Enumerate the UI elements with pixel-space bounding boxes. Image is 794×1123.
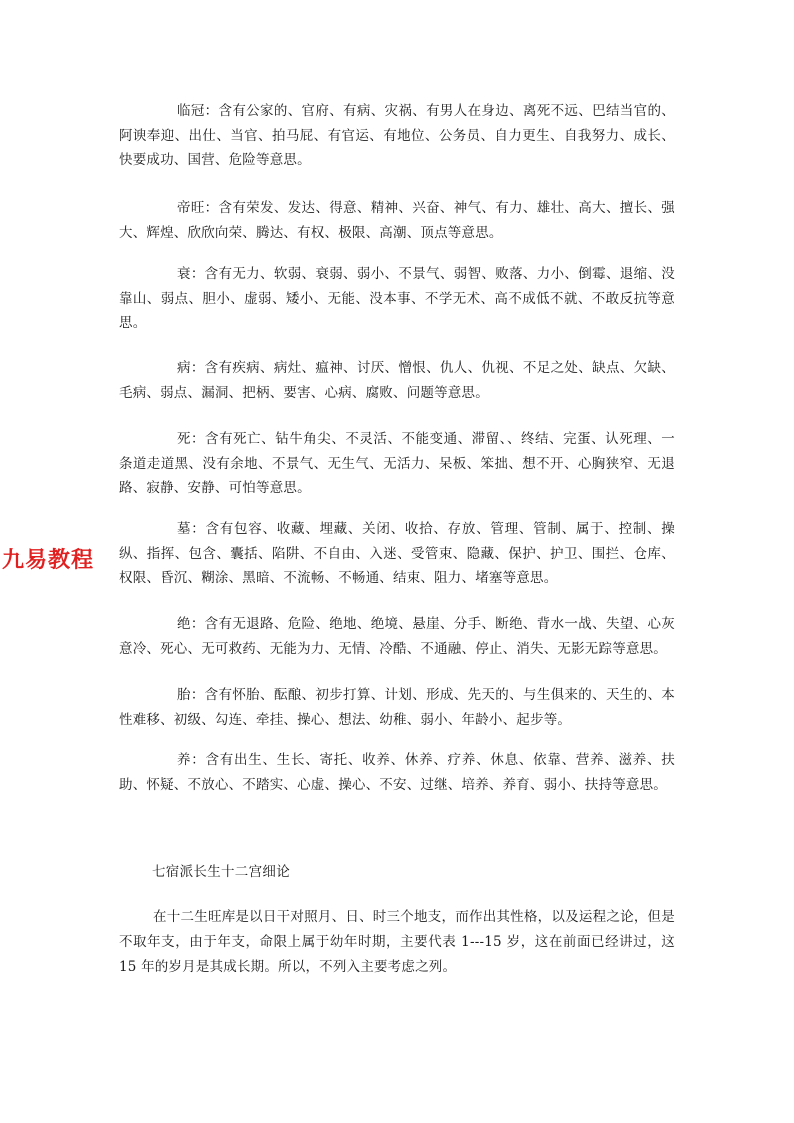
definition-bing: 病：含有疾病、病灶、瘟神、讨厌、憎恨、仇人、仇视、不足之处、缺点、欠缺、毛病、弱点、漏洞、把柄、要害、心病、腐败、问题等意思。: [119, 360, 675, 401]
definition-di-wang: 帝旺：含有荣发、发达、得意、精神、兴奋、神气、有力、雄壮、高大、擅长、强大、辉煌、欣欣向荣、腾达、有权、极限、高潮、顶点等意思。: [119, 200, 675, 241]
section-title: 七宿派长生十二宫细论: [152, 864, 290, 880]
definition-si: 死：含有死亡、钻牛角尖、不灵活、不能变通、滞留、、终结、完蛋、认死理、一条道走道黑、没有余地、不景气、无生气、无活力、呆板、笨拙、想不开、心胸狭窄、无退路、寂静、安静、可怕等意思。: [119, 431, 675, 496]
definition-jue: 绝：含有无退路、危险、绝地、绝境、悬崖、分手、断绝、背水一战、失望、心灰意冷、死心、无可救药、无能为力、无情、冷酷、不通融、停止、消失、无影无踪等意思。: [119, 616, 675, 657]
definition-shuai: 衰：含有无力、软弱、衰弱、弱小、不景气、弱智、败落、力小、倒霉、退缩、没靠山、弱点、胆小、虚弱、矮小、无能、没本事、不学无术、高不成低不就、不敢反抗等意思。: [119, 266, 675, 331]
definition-mu: 墓：含有包容、收藏、埋藏、关闭、收拾、存放、管理、管制、属于、控制、操纵、指挥、包含、囊括、陷阱、不自由、入迷、受管束、隐藏、保护、护卫、围拦、仓库、权限、昏沉、糊涂、黑暗、不流畅、不畅通、结束、阻力、堵塞等意思。: [119, 521, 675, 586]
definition-lin-guan: 临冠：含有公家的、官府、有病、灾祸、有男人在身边、离死不远、巴结当官的、阿谀奉迎、出仕、当官、拍马屁、有官运、有地位、公务员、自力更生、自我努力、成长、快要成功、国营、危险等意思。: [119, 103, 675, 168]
definition-tai: 胎：含有怀胎、酝酿、初步打算、计划、形成、先天的、与生俱来的、天生的、本性难移、初级、勾连、牵挂、操心、想法、幼稚、弱小、年龄小、起步等。: [119, 687, 675, 728]
definition-yang: 养：含有出生、生长、寄托、收养、休养、疗养、休息、依靠、营养、滋养、扶助、怀疑、不放心、不踏实、心虚、操心、不安、过继、培养、养育、弱小、扶持等意思。: [119, 752, 675, 793]
watermark-label: 九易教程: [2, 548, 95, 573]
section-body: 在十二生旺库是以日干对照月、日、时三个地支，而作出其性格，以及运程之论，但是不取年支，由于年支，命限上属于幼年时期，主要代表 1---15 岁，这在前面已经讲过，这 15 年的岁月是其成长期。所以，不列入主要考虑之列。: [119, 909, 675, 975]
